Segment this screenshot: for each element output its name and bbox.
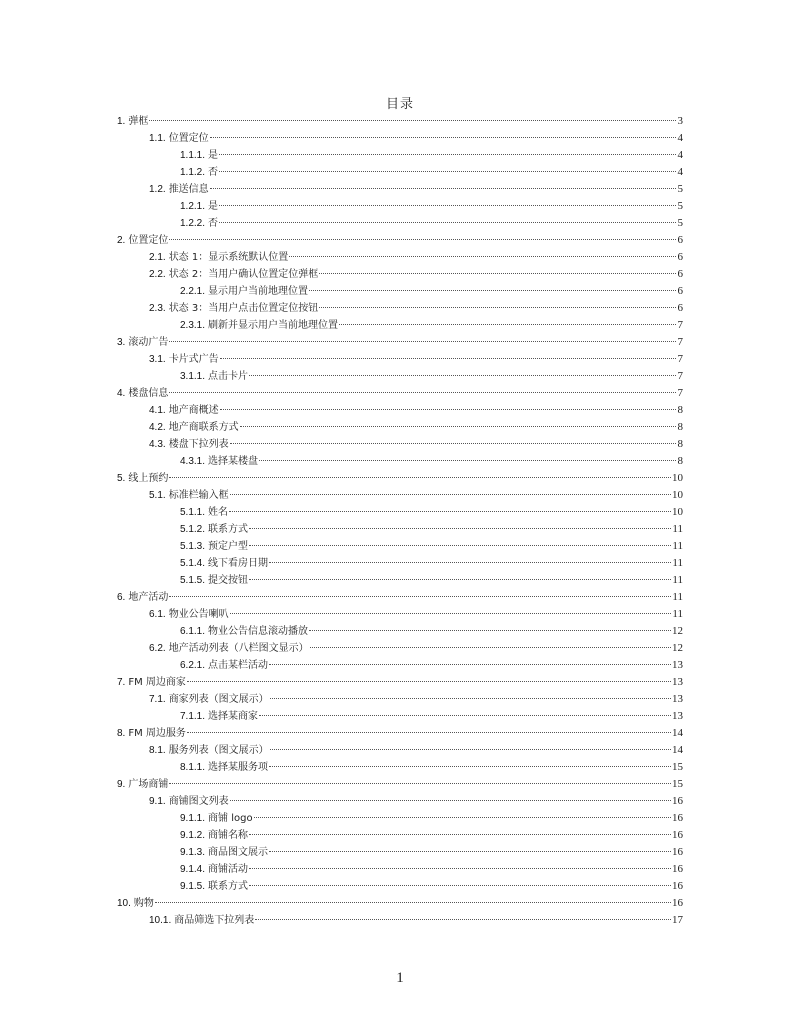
toc-entry[interactable] [117, 606, 683, 623]
toc-entry-page: 14 [672, 744, 683, 756]
toc-entry-page: 7 [677, 319, 683, 331]
toc-entry-page: 10 [672, 472, 683, 484]
toc-entry-label: 商铺活动 [208, 864, 249, 875]
dot-leader [155, 902, 671, 903]
toc-entry-page: 7 [677, 370, 683, 382]
toc-entry[interactable] [117, 776, 683, 793]
toc-entry-page: 6 [677, 251, 683, 263]
toc-entry-label: 显示用户当前地理位置 [208, 286, 309, 297]
dot-leader [230, 443, 676, 444]
dot-leader [309, 630, 671, 631]
toc-entry-number: 6.1. [149, 609, 166, 620]
toc-entry[interactable] [117, 147, 683, 164]
toc-entry-number: 6.2.1. [180, 660, 206, 671]
toc-entry-page: 15 [672, 761, 683, 773]
toc-entry-number: 5.1.5. [180, 575, 206, 586]
toc-entry-number: 1.1.1. [180, 150, 206, 161]
toc-entry[interactable] [117, 657, 683, 674]
toc-entry-page: 11 [672, 608, 683, 620]
dot-leader [249, 834, 671, 835]
toc-entry-label: 楼盘下拉列表 [168, 439, 229, 450]
dot-leader [230, 800, 671, 801]
toc-entry-label: 商家列表（图文展示） [168, 694, 269, 705]
toc-entry-label: 联系方式 [208, 524, 249, 535]
toc-entry-page: 11 [672, 540, 683, 552]
toc-entry-number: 9.1.1. [180, 813, 206, 824]
dot-leader [240, 426, 676, 427]
toc-entry-number: 1. [117, 116, 126, 127]
toc-entry-number: 10.1. [149, 915, 172, 926]
dot-leader [289, 256, 676, 257]
toc-entry[interactable] [117, 912, 683, 929]
toc-entry-number: 5.1.3. [180, 541, 206, 552]
toc-entry-label: 滚动广告 [128, 337, 169, 348]
dot-leader [169, 477, 671, 478]
dot-leader [259, 460, 676, 461]
dot-leader [249, 885, 671, 886]
dot-leader [187, 732, 671, 733]
toc-entry-page: 15 [672, 778, 683, 790]
toc-entry-label: 商铺 logo [208, 813, 253, 824]
dot-leader [149, 120, 676, 121]
toc-entry-page: 11 [672, 591, 683, 603]
toc-entry-number: 2.1. [149, 252, 166, 263]
toc-entry[interactable] [117, 300, 683, 317]
toc-entry-page: 8 [677, 404, 683, 416]
toc-entry[interactable] [117, 436, 683, 453]
dot-leader [169, 239, 676, 240]
toc-entry-page: 4 [677, 132, 683, 144]
dot-leader [269, 851, 671, 852]
page-number: 1 [396, 970, 404, 986]
toc-entry-page: 6 [677, 268, 683, 280]
toc-entry[interactable] [117, 249, 683, 266]
toc-entry-page: 10 [672, 506, 683, 518]
toc-entry-label: 点击卡片 [208, 371, 249, 382]
toc-entry-label: 状态 1：显示系统默认位置 [168, 252, 289, 263]
toc-entry-number: 2.2.1. [180, 286, 206, 297]
toc-entry-page: 4 [677, 166, 683, 178]
toc-entry-number: 4.3.1. [180, 456, 206, 467]
toc-entry-label: 楼盘信息 [128, 388, 169, 399]
toc-entry-page: 6 [677, 234, 683, 246]
toc-entry-label: 地产商概述 [168, 405, 219, 416]
toc-entry-page: 7 [677, 387, 683, 399]
toc-entry[interactable] [117, 742, 683, 759]
dot-leader [219, 154, 676, 155]
toc-entry[interactable] [117, 351, 683, 368]
dot-leader [270, 698, 671, 699]
toc-entry-label: FM 周边商家 [128, 677, 186, 688]
toc-entry-page: 5 [677, 200, 683, 212]
toc-entry-number: 2. [117, 235, 126, 246]
toc-entry-number: 1.1. [149, 133, 166, 144]
toc-entry-label: 标准栏输入框 [168, 490, 229, 501]
table-of-contents [117, 113, 683, 929]
toc-entry-number: 8.1. [149, 745, 166, 756]
toc-entry-number: 4.2. [149, 422, 166, 433]
toc-entry[interactable] [117, 623, 683, 640]
toc-entry-label: 商品筛选下拉列表 [174, 915, 255, 926]
toc-entry-number: 4.3. [149, 439, 166, 450]
toc-entry-page: 7 [677, 353, 683, 365]
dot-leader [249, 528, 671, 529]
dot-leader [230, 494, 671, 495]
toc-entry-number: 9. [117, 779, 126, 790]
toc-entry-number: 3.1.1. [180, 371, 206, 382]
toc-entry-number: 1.2.2. [180, 218, 206, 229]
toc-entry-page: 17 [672, 914, 683, 926]
toc-entry-number: 9.1. [149, 796, 166, 807]
toc-entry[interactable] [117, 453, 683, 470]
toc-entry-page: 16 [672, 863, 683, 875]
dot-leader [169, 392, 676, 393]
toc-entry[interactable] [117, 793, 683, 810]
toc-entry-page: 13 [672, 710, 683, 722]
dot-leader [255, 919, 671, 920]
toc-entry-page: 14 [672, 727, 683, 739]
toc-entry-page: 12 [672, 642, 683, 654]
toc-entry-label: 选择某商家 [208, 711, 259, 722]
toc-entry[interactable] [117, 810, 683, 827]
dot-leader [319, 273, 676, 274]
dot-leader [169, 783, 671, 784]
toc-entry-number: 8.1.1. [180, 762, 206, 773]
toc-entry-page: 11 [672, 523, 683, 535]
toc-entry-page: 5 [677, 217, 683, 229]
toc-entry[interactable] [117, 470, 683, 487]
toc-entry[interactable] [117, 674, 683, 691]
toc-entry-label: 卡片式广告 [168, 354, 219, 365]
toc-entry-number: 5.1.4. [180, 558, 206, 569]
toc-entry-page: 6 [677, 302, 683, 314]
toc-entry[interactable] [117, 504, 683, 521]
toc-entry-page: 16 [672, 829, 683, 841]
toc-entry[interactable] [117, 640, 683, 657]
dot-leader [319, 307, 676, 308]
toc-entry-label: FM 周边服务 [128, 728, 186, 739]
toc-entry-label: 选择某楼盘 [208, 456, 259, 467]
dot-leader [254, 817, 671, 818]
toc-entry-label: 联系方式 [208, 881, 249, 892]
toc-entry-page: 13 [672, 659, 683, 671]
toc-entry[interactable] [117, 232, 683, 249]
toc-entry-label: 物业公告信息滚动播放 [208, 626, 309, 637]
toc-entry-number: 2.3.1. [180, 320, 206, 331]
toc-entry[interactable] [117, 130, 683, 147]
dot-leader [249, 545, 671, 546]
toc-entry-page: 16 [672, 880, 683, 892]
toc-entry-page: 10 [672, 489, 683, 501]
toc-entry[interactable] [117, 181, 683, 198]
toc-entry[interactable] [117, 419, 683, 436]
toc-entry-number: 6.2. [149, 643, 166, 654]
toc-entry-number: 4. [117, 388, 126, 399]
toc-entry-page: 16 [672, 897, 683, 909]
toc-entry-page: 7 [677, 336, 683, 348]
toc-entry[interactable] [117, 708, 683, 725]
toc-entry[interactable] [117, 317, 683, 334]
toc-entry[interactable] [117, 283, 683, 300]
dot-leader [220, 409, 676, 410]
toc-entry-number: 4.1. [149, 405, 166, 416]
toc-entry-number: 5.1.1. [180, 507, 206, 518]
toc-entry-label: 地产活动 [128, 592, 169, 603]
dot-leader [249, 868, 671, 869]
toc-entry-page: 11 [672, 574, 683, 586]
dot-leader [219, 222, 676, 223]
toc-entry-label: 刷新并显示用户当前地理位置 [208, 320, 339, 331]
dot-leader [219, 205, 676, 206]
toc-entry-page: 11 [672, 557, 683, 569]
toc-entry[interactable] [117, 215, 683, 232]
toc-entry-number: 1.2. [149, 184, 166, 195]
toc-entry-number: 7.1.1. [180, 711, 206, 722]
toc-entry-label: 地产活动列表（八栏图文显示） [168, 643, 309, 654]
toc-entry[interactable] [117, 759, 683, 776]
toc-entry[interactable] [117, 725, 683, 742]
toc-entry-label: 物业公告喇叭 [168, 609, 229, 620]
dot-leader [249, 579, 671, 580]
toc-entry-number: 2.3. [149, 303, 166, 314]
toc-entry-page: 16 [672, 812, 683, 824]
dot-leader [270, 749, 671, 750]
toc-entry-label: 预定户型 [208, 541, 249, 552]
toc-entry[interactable] [117, 895, 683, 912]
toc-entry[interactable] [117, 113, 683, 130]
toc-entry[interactable] [117, 589, 683, 606]
toc-entry-label: 是 [208, 150, 219, 161]
toc-entry[interactable] [117, 487, 683, 504]
dot-leader [249, 375, 676, 376]
dot-leader [169, 341, 676, 342]
toc-entry-label: 地产商联系方式 [168, 422, 239, 433]
toc-entry[interactable] [117, 198, 683, 215]
toc-entry[interactable] [117, 555, 683, 572]
toc-entry-label: 否 [208, 218, 219, 229]
dot-leader [210, 137, 676, 138]
toc-entry-label: 位置定位 [168, 133, 209, 144]
dot-leader [259, 715, 671, 716]
toc-entry-label: 商铺图文列表 [168, 796, 229, 807]
toc-entry[interactable] [117, 266, 683, 283]
toc-entry-label: 位置定位 [128, 235, 169, 246]
toc-entry-number: 5. [117, 473, 126, 484]
toc-entry-number: 10. [117, 898, 131, 909]
toc-entry-page: 6 [677, 285, 683, 297]
dot-leader [229, 511, 671, 512]
toc-entry-number: 8. [117, 728, 126, 739]
dot-leader [339, 324, 676, 325]
toc-entry[interactable] [117, 691, 683, 708]
toc-entry-label: 服务列表（图文展示） [168, 745, 269, 756]
toc-entry-label: 状态 3：当用户点击位置定位按钮 [168, 303, 319, 314]
toc-entry-page: 16 [672, 795, 683, 807]
toc-entry-label: 点击某栏活动 [208, 660, 269, 671]
toc-entry-page: 3 [677, 115, 683, 127]
toc-entry-number: 9.1.2. [180, 830, 206, 841]
toc-entry-number: 6. [117, 592, 126, 603]
toc-entry-number: 5.1. [149, 490, 166, 501]
toc-entry-page: 13 [672, 693, 683, 705]
toc-entry-number: 2.2. [149, 269, 166, 280]
toc-entry-number: 1.2.1. [180, 201, 206, 212]
toc-entry-label: 提交按钮 [208, 575, 249, 586]
toc-entry[interactable] [117, 827, 683, 844]
dot-leader [310, 647, 671, 648]
toc-entry[interactable] [117, 334, 683, 351]
toc-entry[interactable] [117, 861, 683, 878]
toc-entry-number: 3. [117, 337, 126, 348]
dot-leader [220, 358, 676, 359]
toc-entry[interactable] [117, 538, 683, 555]
toc-entry-number: 9.1.5. [180, 881, 206, 892]
toc-entry-label: 推送信息 [168, 184, 209, 195]
toc-entry-label: 线上预约 [128, 473, 169, 484]
toc-entry[interactable] [117, 572, 683, 589]
toc-entry-label: 广场商铺 [128, 779, 169, 790]
toc-entry[interactable] [117, 164, 683, 181]
toc-entry[interactable] [117, 368, 683, 385]
dot-leader [269, 562, 671, 563]
dot-leader [269, 766, 671, 767]
dot-leader [210, 188, 676, 189]
toc-entry-label: 是 [208, 201, 219, 212]
toc-entry-label: 购物 [133, 898, 154, 909]
toc-entry[interactable] [117, 385, 683, 402]
toc-entry-label: 弹框 [128, 116, 149, 127]
toc-entry-label: 姓名 [208, 507, 229, 518]
toc-entry[interactable] [117, 521, 683, 538]
toc-title: 目录 [385, 96, 414, 111]
dot-leader [269, 664, 671, 665]
toc-entry-label: 线下看房日期 [208, 558, 269, 569]
toc-entry-page: 13 [672, 676, 683, 688]
toc-entry-page: 4 [677, 149, 683, 161]
toc-entry-page: 8 [677, 421, 683, 433]
toc-entry-page: 5 [677, 183, 683, 195]
toc-entry-label: 商铺名称 [208, 830, 249, 841]
toc-entry-number: 9.1.3. [180, 847, 206, 858]
toc-entry-number: 7. [117, 677, 126, 688]
toc-entry[interactable] [117, 844, 683, 861]
toc-entry-label: 否 [208, 167, 219, 178]
toc-entry-number: 6.1.1. [180, 626, 206, 637]
toc-entry-label: 选择某服务项 [208, 762, 269, 773]
toc-entry-label: 商品图文展示 [208, 847, 269, 858]
toc-entry-page: 16 [672, 846, 683, 858]
toc-entry-page: 12 [672, 625, 683, 637]
toc-entry-number: 7.1. [149, 694, 166, 705]
toc-entry[interactable] [117, 402, 683, 419]
dot-leader [309, 290, 676, 291]
dot-leader [230, 613, 672, 614]
dot-leader [219, 171, 676, 172]
toc-entry-label: 状态 2：当用户确认位置定位弹框 [168, 269, 319, 280]
toc-entry-page: 8 [677, 438, 683, 450]
toc-entry-number: 5.1.2. [180, 524, 206, 535]
toc-entry-number: 3.1. [149, 354, 166, 365]
toc-entry-page: 8 [677, 455, 683, 467]
dot-leader [187, 681, 671, 682]
toc-entry[interactable] [117, 878, 683, 895]
toc-entry-number: 9.1.4. [180, 864, 206, 875]
dot-leader [169, 596, 671, 597]
toc-entry-number: 1.1.2. [180, 167, 206, 178]
